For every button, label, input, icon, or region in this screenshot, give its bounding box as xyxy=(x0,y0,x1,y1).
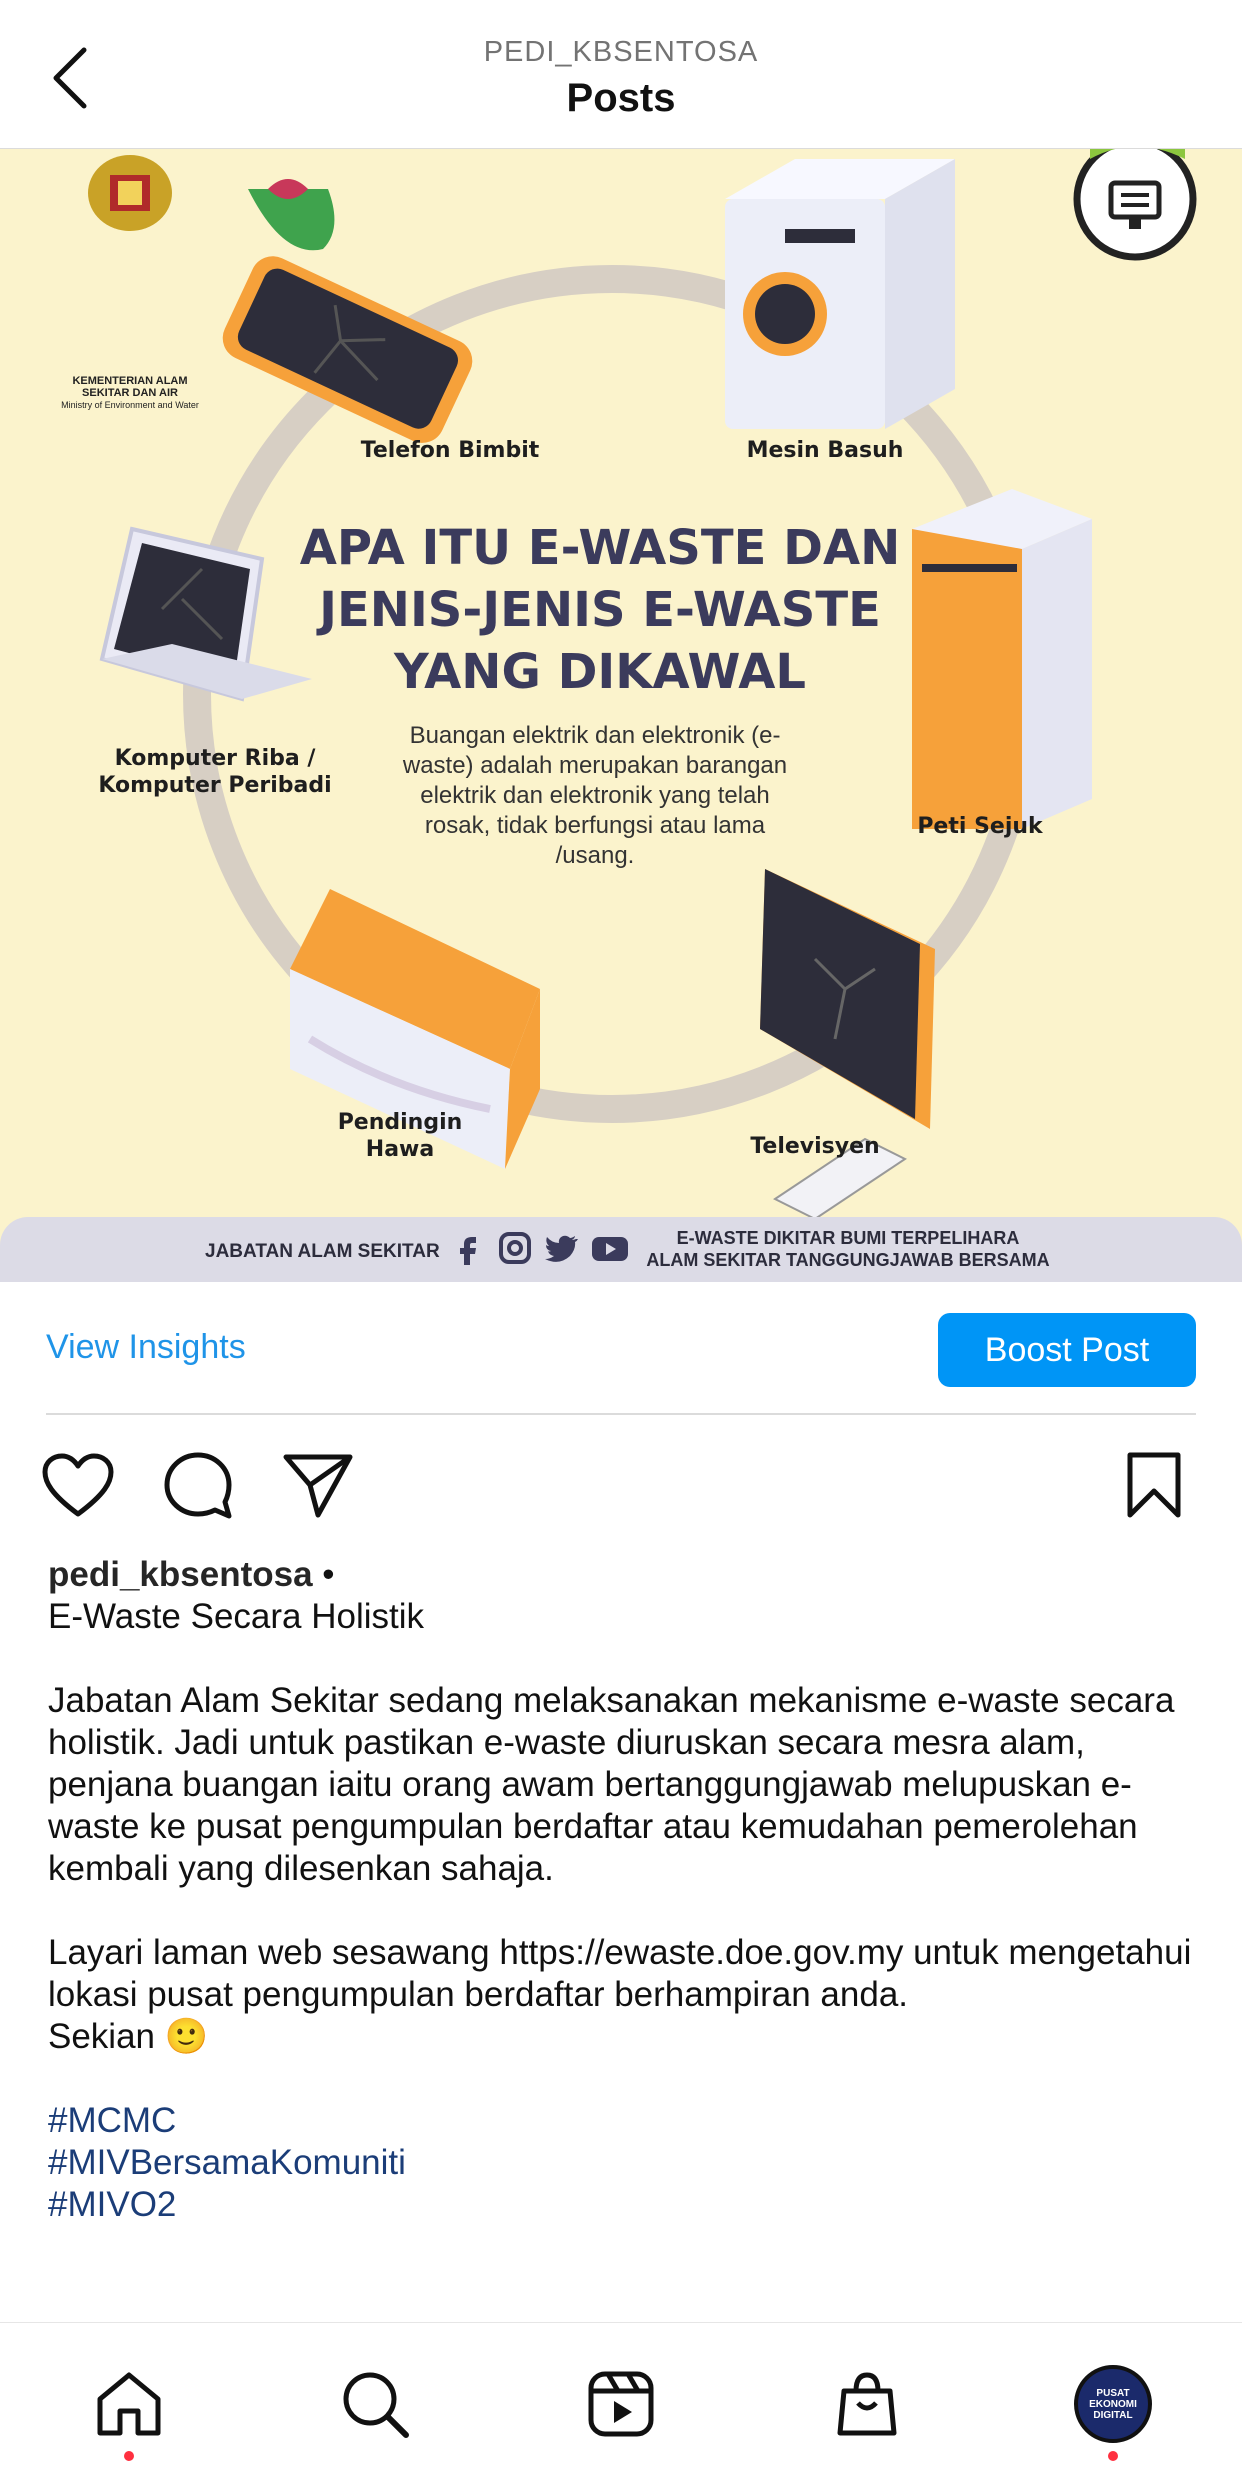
save-button[interactable] xyxy=(1114,1445,1194,1525)
header-username: PEDI_KBSENTOSA xyxy=(483,36,759,68)
bookmark-icon xyxy=(1124,1451,1184,1519)
nav-profile[interactable] xyxy=(1068,2359,1158,2449)
like-button[interactable] xyxy=(38,1445,118,1525)
label-tv: Televisyen xyxy=(750,1134,880,1159)
top-bar xyxy=(0,0,1242,149)
twitter-icon xyxy=(544,1231,578,1265)
caption-paragraph-2: Layari laman web sesawang https://ewaste.doe.gov.my untuk mengetahui lokasi pusat pengumpulan berdaftar berhampiran anda. xyxy=(48,1933,1202,2014)
view-insights-link[interactable]: View Insights xyxy=(46,1328,246,1366)
nav-shop[interactable] xyxy=(822,2359,912,2449)
label-washer: Mesin Basuh xyxy=(746,438,904,463)
label-laptop: Komputer Riba / Komputer Peribadi xyxy=(98,746,332,798)
poster-description: Buangan elektrik dan elektronik (e-waste) adalah merupakan barangan elektrik dan elektronik yang telah rosak, tidak berfungsi atau lama /usang. xyxy=(402,722,788,869)
caption-username[interactable]: pedi_kbsentosa xyxy=(48,1555,313,1594)
page-title: Posts xyxy=(566,76,676,120)
avatar: PUSAT EKONOMI DIGITAL xyxy=(1074,2365,1152,2443)
comment-button[interactable] xyxy=(158,1445,238,1525)
search-icon xyxy=(340,2369,410,2439)
caption-paragraph-1: Jabatan Alam Sekitar sedang melaksanakan mekanisme e-waste secara holistik. Jadi untuk pastikan e-waste diuruskan secara mesra alam, penjana buangan iaitu orang awam bertanggungjawab melupuskan e-waste ke pusat pengumpulan berdaftar atau kemudahan pemerolehan kembali yang dilesenkan sahaja. xyxy=(48,1681,1185,1888)
ministry-text: KEMENTERIAN ALAM SEKITAR DAN AIR xyxy=(72,375,188,399)
poster-artwork xyxy=(0,149,1242,1282)
caption-closing: Sekian 🙂 xyxy=(48,2017,209,2056)
bottom-nav xyxy=(0,2322,1242,2489)
post-image[interactable] xyxy=(0,149,1242,1282)
facebook-icon xyxy=(452,1231,486,1265)
nav-search[interactable] xyxy=(330,2359,420,2449)
caption-title: E-Waste Secara Holistik xyxy=(48,1597,425,1636)
ministry-subtext: Ministry of Environment and Water xyxy=(61,400,199,410)
reels-icon xyxy=(586,2369,656,2439)
shop-icon xyxy=(832,2369,902,2439)
pedi-logo xyxy=(1077,149,1193,257)
share-icon xyxy=(282,1451,354,1519)
phone-illustration xyxy=(216,249,480,450)
ministry-name xyxy=(50,375,210,411)
department-logo xyxy=(248,179,334,250)
divider xyxy=(46,1413,1196,1415)
footer-slogan-line2: ALAM SEKITAR TANGGUNGJAWAB BERSAMA xyxy=(646,1250,1050,1270)
poster-title: APA ITU E-WASTE DAN JENIS-JENIS E-WASTE YANG DIKAWAL xyxy=(299,520,901,700)
caption-separator: • xyxy=(312,1555,335,1594)
tv-illustration xyxy=(760,869,935,1219)
boost-post-button[interactable]: Boost Post xyxy=(938,1313,1196,1387)
heart-icon xyxy=(41,1452,115,1518)
nav-home[interactable] xyxy=(84,2359,174,2449)
home-icon xyxy=(94,2369,164,2439)
notification-dot xyxy=(124,2451,134,2461)
instagram-icon xyxy=(498,1231,532,1265)
youtube-icon xyxy=(590,1231,624,1265)
comment-icon xyxy=(163,1450,233,1520)
hashtag-link[interactable]: #MCMC xyxy=(48,2101,177,2140)
notification-dot xyxy=(1108,2451,1118,2461)
label-aircon: Pendingin Hawa xyxy=(337,1110,463,1162)
label-phone: Telefon Bimbit xyxy=(360,438,540,463)
social-icons xyxy=(452,1231,624,1265)
ministry-logo xyxy=(88,155,172,231)
hashtag-link[interactable]: #MIVBersamaKomuniti xyxy=(48,2143,406,2182)
hashtag-link[interactable]: #MIVO2 xyxy=(48,2185,177,2224)
post-caption xyxy=(48,1554,1202,2226)
footer-slogan xyxy=(628,1227,1068,1271)
post-actions xyxy=(0,1445,1242,1525)
nav-reels[interactable] xyxy=(576,2359,666,2449)
washer-illustration xyxy=(725,159,955,429)
footer-department: JABATAN ALAM SEKITAR xyxy=(205,1241,440,1262)
share-button[interactable] xyxy=(278,1445,358,1525)
label-fridge: Peti Sejuk xyxy=(917,814,1043,839)
footer-slogan-line1: E-WASTE DIKITAR BUMI TERPELIHARA xyxy=(676,1228,1020,1248)
insights-row xyxy=(0,1282,1242,1414)
